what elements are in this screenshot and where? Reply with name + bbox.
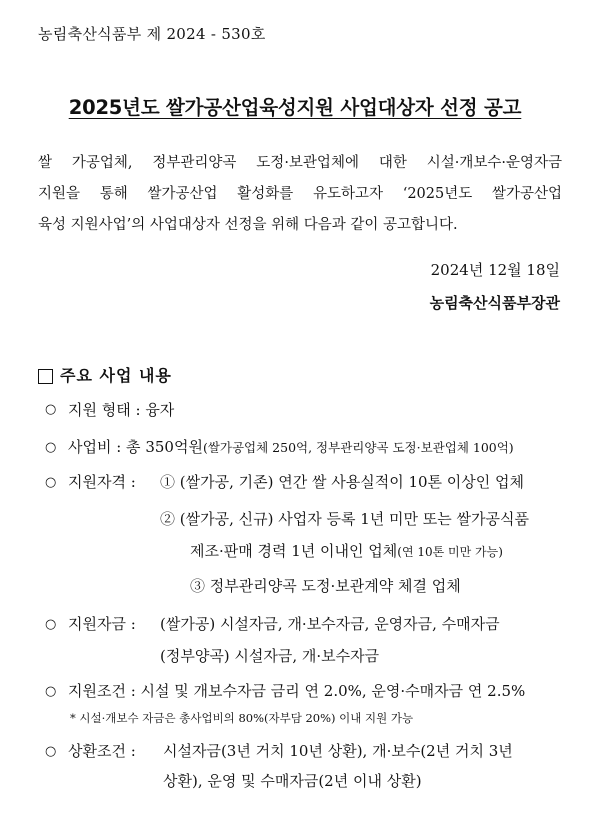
intro-line: 육성 지원사업’의 사업대상자 선정을 위해 다음과 같이 공고합니다. [38,217,458,233]
eligibility-item-2-note: (연 10톤 미만 가능) [397,545,503,559]
bullet-icon: ○ [45,402,57,417]
intro-paragraph [38,148,562,241]
eligibility-label: 지원자격 : [68,473,136,491]
announcement-date: 2024년 12월 18일 [430,261,560,279]
repayment-label: 상환조건 : [68,742,136,760]
funds-government-grain: (정부양곡) 시설자금, 개·보수자금 [160,647,380,665]
budget-detail: (쌀가공업체 250억, 정부관리양곡 도정·보관업체 100억) [202,440,514,455]
budget-line [68,436,514,457]
eligibility-item-1: ① (쌀가공, 기존) 연간 쌀 사용실적이 10톤 이상인 업체 [160,473,525,491]
issuer-signature: 농림축산식품부장관 [429,294,560,312]
support-conditions: 지원조건 : 시설 및 개보수자금 금리 연 2.0%, 운영·수매자금 연 2.5% [68,682,526,700]
document-number: 농림축산식품부 제 2024 - 530호 [38,25,266,43]
conditions-note: * 시설·개보수 자금은 총사업비의 80%(자부담 20%) 이내 지원 가능 [70,711,414,725]
section-checkbox-marker [38,369,53,384]
bullet-icon: ○ [45,744,57,759]
eligibility-item-2-text: 제조·판매 경력 1년 이내인 업체 [190,542,398,560]
eligibility-item-3: ③ 정부관리양곡 도정·보관계약 체결 업체 [190,577,461,595]
eligibility-item-2-cont [190,540,503,561]
bullet-icon: ○ [45,684,57,699]
budget-total: 사업비 : 총 350억원 [68,438,203,456]
bullet-icon: ○ [45,475,57,490]
document-title: 2025년도 쌀가공산업육성지원 사업대상자 선정 공고 [68,96,522,119]
funds-label: 지원자금 : [68,615,136,633]
funds-rice-processing: (쌀가공) 시설자금, 개·보수자금, 운영자금, 수매자금 [160,615,500,633]
eligibility-item-2: ② (쌀가공, 신규) 사업자 등록 1년 미만 또는 쌀가공식품 [160,510,529,528]
intro-line: 지원을 통해 쌀가공산업 활성화를 유도하고자 ‘2025년도 쌀가공산업 [38,186,562,202]
support-type: 지원 형태 : 융자 [68,401,175,419]
intro-line: 쌀 가공업체, 정부관리양곡 도정·보관업체에 대한 시설·개보수·운영자금 [38,155,562,171]
repayment-terms-1: 시설자금(3년 거치 10년 상환), 개·보수(2년 거치 3년 [163,742,513,760]
section-title: 주요 사업 내용 [60,366,172,385]
repayment-terms-2: 상환), 운영 및 수매자금(2년 이내 상환) [163,772,422,790]
bullet-icon: ○ [45,617,57,632]
bullet-icon: ○ [45,440,57,455]
